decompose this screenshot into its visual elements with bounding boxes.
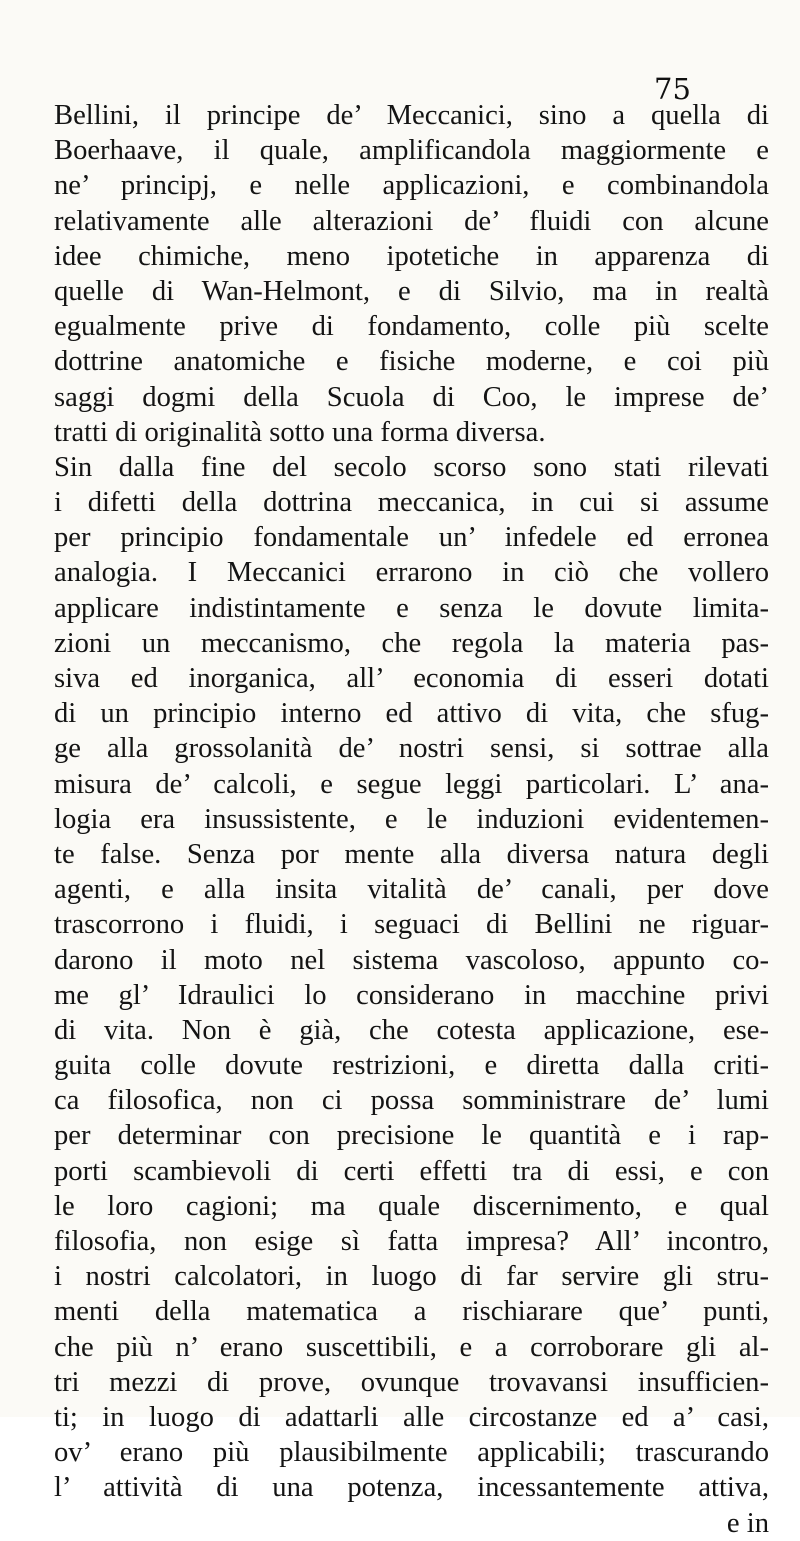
text-line: me gl’ Idraulici lo considerano in macchine privi xyxy=(54,979,769,1011)
text-line: guita colle dovute restrizioni, e diretta dalla criti- xyxy=(54,1050,769,1082)
text-line: Sin dalla fine del secolo scorso sono stati rilevati xyxy=(54,451,769,483)
text-line: tratti di originalità sotto una forma diversa. xyxy=(54,416,546,448)
text-line: le loro cagioni; ma quale discernimento, e qual xyxy=(54,1190,769,1222)
text-line: saggi dogmi della Scuola di Coo, le imprese de’ xyxy=(54,381,769,413)
text-line: per principio fondamentale un’ infedele ed erronea xyxy=(54,522,769,554)
page-number: 75 xyxy=(654,72,691,106)
text-line: per determinar con precisione le quantità e i rap- xyxy=(54,1120,769,1152)
text-line: trascorrono i fluidi, i seguaci di Bellini ne riguar- xyxy=(54,909,769,941)
text-line: l’ attività di una potenza, incessantemente attiva, xyxy=(54,1472,769,1504)
text-line: ca filosofica, non ci possa somministrare de’ lumi xyxy=(54,1085,769,1117)
text-line: zioni un meccanismo, che regola la materia pas- xyxy=(54,627,769,659)
text-line: quelle di Wan-Helmont, e di Silvio, ma in realtà xyxy=(54,275,769,307)
text-line: te false. Senza por mente alla diversa natura degli xyxy=(54,838,769,870)
text-line: i difetti della dottrina meccanica, in cui si assume xyxy=(54,487,769,519)
text-line: porti scambievoli di certi effetti tra di essi, e con xyxy=(54,1155,769,1187)
catchword: e in xyxy=(726,1507,769,1539)
text-line: idee chimiche, meno ipotetiche in apparenza di xyxy=(54,240,769,272)
text-line: siva ed inorganica, all’ economia di esseri dotati xyxy=(54,663,769,694)
text-line: ne’ principj, e nelle applicazioni, e combinandola xyxy=(54,170,769,202)
body-text xyxy=(54,98,769,1541)
text-line: i nostri calcolatori, in luogo di far servire gli stru- xyxy=(54,1261,769,1293)
text-line: darono il moto nel sistema vascoloso, appunto co- xyxy=(54,944,769,976)
text-line: analogia. I Meccanici errarono in ciò che vollero xyxy=(54,557,769,589)
text-line: ti; in luogo di adattarli alle circostanze ed a’ casi, xyxy=(54,1401,769,1433)
text-line: di un principio interno ed attivo di vita, che sfug- xyxy=(54,698,769,730)
text-line: menti della matematica a rischiarare que’ punti, xyxy=(54,1296,769,1328)
text-line: tri mezzi di prove, ovunque trovavansi insufficien- xyxy=(54,1366,769,1398)
text-line: ov’ erano più plausibilmente applicabili; trascurando xyxy=(54,1437,769,1469)
text-line: filosofia, non esige sì fatta impresa? All’ incontro, xyxy=(54,1226,769,1257)
text-line: che più n’ erano suscettibili, e a corroborare gli al- xyxy=(54,1331,769,1363)
text-line: agenti, e alla insita vitalità de’ canali, per dove xyxy=(54,874,769,906)
text-line: misura de’ calcoli, e segue leggi particolari. L’ ana- xyxy=(54,768,769,800)
text-line: ge alla grossolanità de’ nostri sensi, si sottrae alla xyxy=(54,733,769,765)
text-line: dottrine anatomiche e fisiche moderne, e coi più xyxy=(54,346,769,378)
text-line: relativamente alle alterazioni de’ fluidi con alcune xyxy=(54,205,769,237)
text-line: Boerhaave, il quale, amplificandola maggiormente e xyxy=(54,135,769,167)
text-line: di vita. Non è già, che cotesta applicazione, ese- xyxy=(54,1014,769,1046)
text-line: Bellini, il principe de’ Meccanici, sino a quella di xyxy=(54,100,769,131)
text-line: applicare indistintamente e senza le dovute limita- xyxy=(54,592,769,624)
text-line: egualmente prive di fondamento, colle più scelte xyxy=(54,311,769,343)
text-line: logia era insussistente, e le induzioni evidentemen- xyxy=(54,803,769,835)
